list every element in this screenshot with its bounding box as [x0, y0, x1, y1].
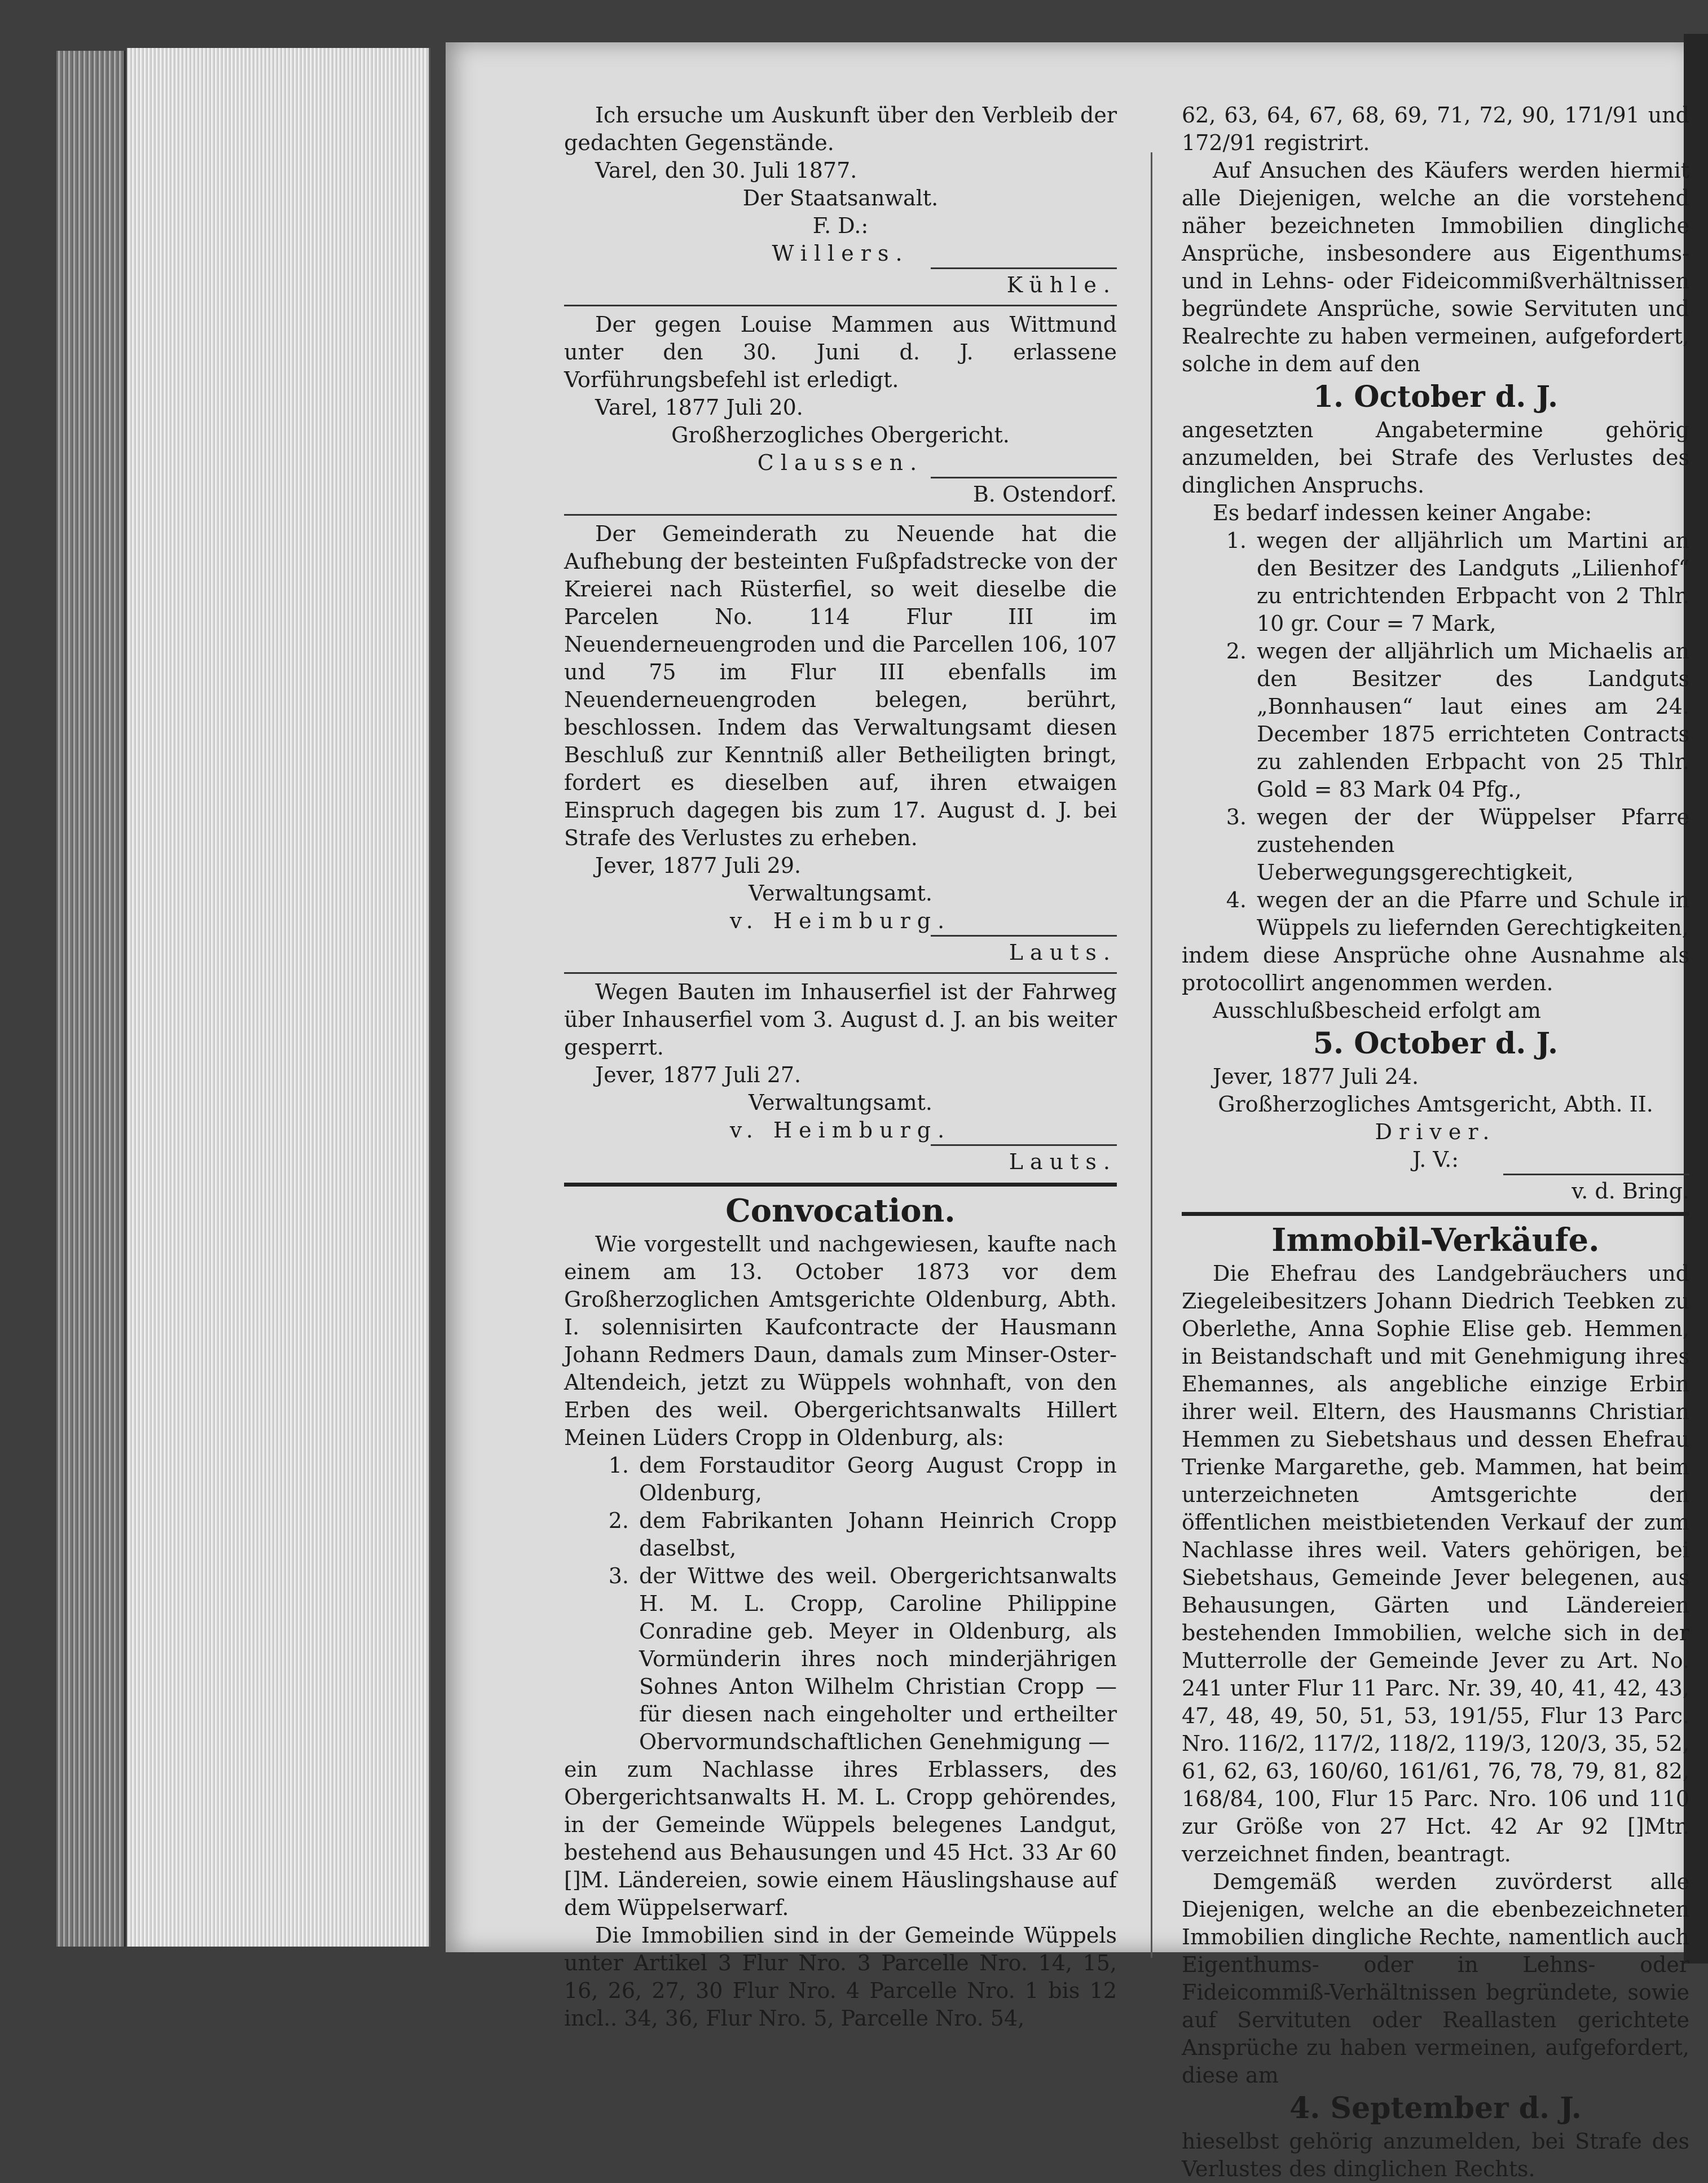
notice4-place-date: Jever, 1877 Juli 27. [595, 1062, 802, 1087]
immobil-text-1: Die Ehefrau des Landgebräuchers und Ziegeleibesitzers Johann Diedrich Teebken zu Oberlethe, Anna Sophie Elise geb. Hemmen, in Beistandschaft und mit Genehmigung ihres Ehemannes, als angebliche einzige Erbin ihrer weil. Eltern, des Hausmanns Christian Hemmen zu Siebetshaus und dessen Ehefrau Trienke Margarethe, geb. Mammen, hat beim unterzeichneten Amtsgerichte den öffentlichen meistbietenden Verkauf der zum Nachlasse ihres weil. Vaters gehörigen, bei Siebetshaus, Gemeinde Jever belegenen, aus Behausungen, Gärten und Ländereien bestehenden Immobilien, welche sich in der Mutterrolle der Gemeinde Jever zu Art. No. 241 unter Flur 11 Parc. Nr. 39, 40, 41, 42, 43, 47, 48, 49, 50, 51, 53, 191/55, Flur 13 Parc. Nro. 116/2, 117/2, 118/2, 119/3, 120/3, 35, 52, 61, 62, 63, 160/60, 161/61, 76, 78, 79, 81, 82, 168/84, 100, Flur 15 Parc. Nro. 106 und 110 zur Größe von 27 Hct. 42 Ar 92 []Mtr. verzeichnet finden, beantragt. [1182, 1261, 1689, 1866]
right-signer: Driver. [1375, 1119, 1496, 1144]
item-number: 4. [1226, 888, 1247, 912]
notice3-clerk: Lauts. [931, 935, 1117, 967]
convocation-immobilien: Die Immobilien sind in der Gemeinde Wüppels unter Artikel 3 Flur Nro. 3 Parcelle Nro. 14, 15, 16, 26, 27, 30 Flur Nro. 4 Parcelle Nro. 1 bis 12 incl.. 34, 36, Flur Nro. 5, Parcelle Nro. 54, [564, 1923, 1117, 2031]
convocation-heading: Convocation. [725, 1192, 956, 1229]
right-column [1182, 102, 1689, 2183]
separator-rule [564, 972, 1117, 974]
item-text: wegen der der Wüppelser Pfarre zustehenden Ueberwegungsgerechtigkeit, [1257, 805, 1689, 885]
right-clerk-line [1182, 1174, 1689, 1205]
notice1-signer: Willers. [772, 241, 909, 266]
notice1-text: Ich ersuche um Auskunft über den Verbleib der gedachten Gegenstände. [564, 103, 1117, 155]
continued-text: 62, 63, 64, 67, 68, 69, 71, 72, 90, 171/91 und 172/91 registrirt. [1182, 103, 1689, 155]
convocation-item [564, 1507, 1117, 1562]
item-number: 1. [608, 1453, 629, 1478]
convocation-item [564, 1452, 1117, 1507]
convocation-item [564, 1562, 1117, 1756]
notice1-clerk-line [564, 267, 1117, 299]
exception-item [1182, 638, 1689, 803]
notice4-text: Wegen Bauten im Inhauserfiel ist der Fahrweg über Inhauserfiel vom 3. August d. J. an bis weiter gesperrt. [564, 980, 1117, 1060]
notice3-signer: v. Heimburg. [729, 908, 952, 933]
notice2-signer: Claussen. [757, 450, 924, 475]
book-edge [56, 51, 125, 1947]
date-heading-3: 4. September d. J. [1289, 2091, 1582, 2125]
page-block-edge [127, 48, 430, 1947]
summons-text: Auf Ansuchen des Käufers werden hiermit alle Diejenigen, welche an die vorstehend näher bezeichneten Immobilien dingliche Ansprüche, insbesondere aus Eigenthums- und in Lehns- oder Fideicommißverhältnissen begründete Ansprüche, sowie Servituten und Realrechte zu haben vermeinen, aufgefordert, solche in dem auf den [1182, 158, 1689, 376]
exclusion-text: Ausschlußbescheid erfolgt am [1213, 998, 1541, 1023]
notice1-authority: Der Staatsanwalt. [742, 186, 939, 210]
exception-item [1182, 527, 1689, 638]
notice3-authority: Verwaltungsamt. [748, 881, 933, 906]
notice3-place-date: Jever, 1877 Juli 29. [595, 853, 802, 878]
item-text: dem Forstauditor Georg August Cropp in Oldenburg, [639, 1453, 1117, 1505]
after-date-text: angesetzten Angabetermine gehörig anzumelden, bei Strafe des Verlustes des dinglichen Anspruchs. [1182, 418, 1689, 498]
right-place-date: Jever, 1877 Juli 24. [1213, 1064, 1419, 1089]
no-need-text: Es bedarf indessen keiner Angabe: [1213, 500, 1592, 525]
immobil-heading: Immobil-Verkäufe. [1271, 1222, 1600, 1259]
column-divider [1151, 152, 1152, 1958]
item-text: wegen der an die Pfarre und Schule in Wüppels zu liefernden Gerechtigkeiten, [1257, 888, 1689, 940]
immobil-text-3: hieselbst gehörig anzumelden, bei Strafe des Verlustes des dinglichen Rechts. [1182, 2129, 1689, 2181]
separator-rule [564, 514, 1117, 516]
notice2-clerk-line [564, 477, 1117, 508]
item-number: 2. [608, 1508, 629, 1533]
immobil-text-2: Demgemäß werden zuvörderst alle Diejenigen, welche an die ebenbezeichneten Immobilien dingliche Rechte, namentlich auch Eigenthums- oder in Lehns- oder Fideicommiß-Verhältnissen begründete, sowie auf Servituten oder Reallasten gerichtete Ansprüche zu haben vermeinen, aufgefordert, diese am [1182, 1869, 1689, 2088]
notice3-text: Der Gemeinderath zu Neuende hat die Aufhebung der besteinten Fußpfadstrecke von der Kreierei nach Rüsterfiel, so weit dieselbe die Parcelen No. 114 Flur III im Neuenderneuengroden und die Parcellen 106, 107 und 75 im Flur III ebenfalls im Neuenderneuengroden belegen, berührt, beschlossen. Indem das Verwaltungsamt diesen Beschluß zur Kenntniß aller Betheiligten bringt, fordert es dieselben auf, ihren etwaigen Einspruch dagegen bis zum 17. August d. J. bei Strafe des Verlustes zu erheben. [564, 521, 1117, 850]
item-number: 1. [1226, 528, 1247, 553]
item-number: 3. [1226, 805, 1247, 829]
exception-text: indem diese Ansprüche ohne Ausnahme als protocollirt angenommen werden. [1182, 943, 1689, 995]
notice4-clerk: Lauts. [931, 1144, 1117, 1176]
section-rule [1182, 1212, 1689, 1216]
item-text: dem Fabrikanten Johann Heinrich Cropp daselbst, [639, 1508, 1117, 1561]
notice2-place-date: Varel, 1877 Juli 20. [595, 395, 803, 420]
notice4-signer: v. Heimburg. [729, 1118, 952, 1143]
notice3-clerk-line [564, 935, 1117, 967]
notice2-clerk: B. Ostendorf. [931, 477, 1117, 508]
notice1-place-date: Varel, den 30. Juli 1877. [595, 158, 857, 183]
date-heading-2: 5. October d. J. [1313, 1026, 1559, 1061]
notice2-text: Der gegen Louise Mammen aus Wittmund unter den 30. Juni d. J. erlassene Vorführungsbefehl ist erledigt. [564, 312, 1117, 392]
section-rule [564, 1183, 1117, 1187]
left-column [564, 102, 1117, 2032]
separator-rule [564, 305, 1117, 306]
item-text: der Wittwe des weil. Obergerichtsanwalts H. M. L. Cropp, Caroline Philippine Conradine geb. Meyer in Oldenburg, als Vormünderin ihres noch minderjährigen Sohnes Anton Wilhelm Christian Cropp — für diesen nach eingeholter und ertheilter Obervormundschaftlichen Genehmigung — [639, 1563, 1117, 1754]
item-number: 2. [1226, 639, 1247, 664]
notice2-authority: Großherzogliches Obergericht. [671, 423, 1010, 447]
notice1-clerk: Kühle. [931, 267, 1117, 299]
notice4-clerk-line [564, 1144, 1117, 1176]
right-clerk: v. d. Bring. [1503, 1174, 1689, 1205]
notice1-fd: F. D.: [812, 213, 869, 238]
exception-item [1182, 803, 1689, 886]
item-number: 3. [608, 1563, 629, 1588]
item-text: wegen der alljährlich um Martini an den Besitzer des Landguts „Lilienhof“ zu entrichtenden Erbpacht von 2 Thlr. 10 gr. Cour = 7 Mark, [1257, 528, 1689, 636]
right-iv: J. V.: [1412, 1147, 1459, 1172]
convocation-intro: Wie vorgestellt und nachgewiesen, kaufte nach einem am 13. October 1873 vor dem Großherzoglichen Amtsgerichte Oldenburg, Abth. I. solennisirten Kaufcontracte der Hausmann Johann Redmers Daun, damals zum Minser-Oster-Altendeich, jetzt zu Wüppels wohnhaft, von den Erben des weil. Obergerichtsanwalts Hillert Meinen Lüders Cropp in Oldenburg, als: [564, 1232, 1117, 1450]
exception-item [1182, 886, 1689, 942]
right-authority: Großherzogliches Amtsgericht, Abth. II. [1218, 1092, 1653, 1117]
notice4-authority: Verwaltungsamt. [748, 1090, 933, 1115]
item-text: wegen der alljährlich um Michaelis an den Besitzer des Landguts „Bonnhausen“ laut eines am 24. December 1875 errichteten Contracts zu zahlenden Erbpacht von 25 Thlr. Gold = 83 Mark 04 Pfg., [1257, 639, 1689, 802]
date-heading-1: 1. October d. J. [1313, 380, 1559, 414]
convocation-body: ein zum Nachlasse ihres Erblassers, des Obergerichtsanwalts H. M. L. Cropp gehörendes, in der Gemeinde Wüppels belegenes Landgut, bestehend aus Behausungen und 45 Hct. 33 Ar 60 []M. Ländereien, sowie einem Häuslingshause auf dem Wüppelserwarf. [564, 1757, 1117, 1920]
